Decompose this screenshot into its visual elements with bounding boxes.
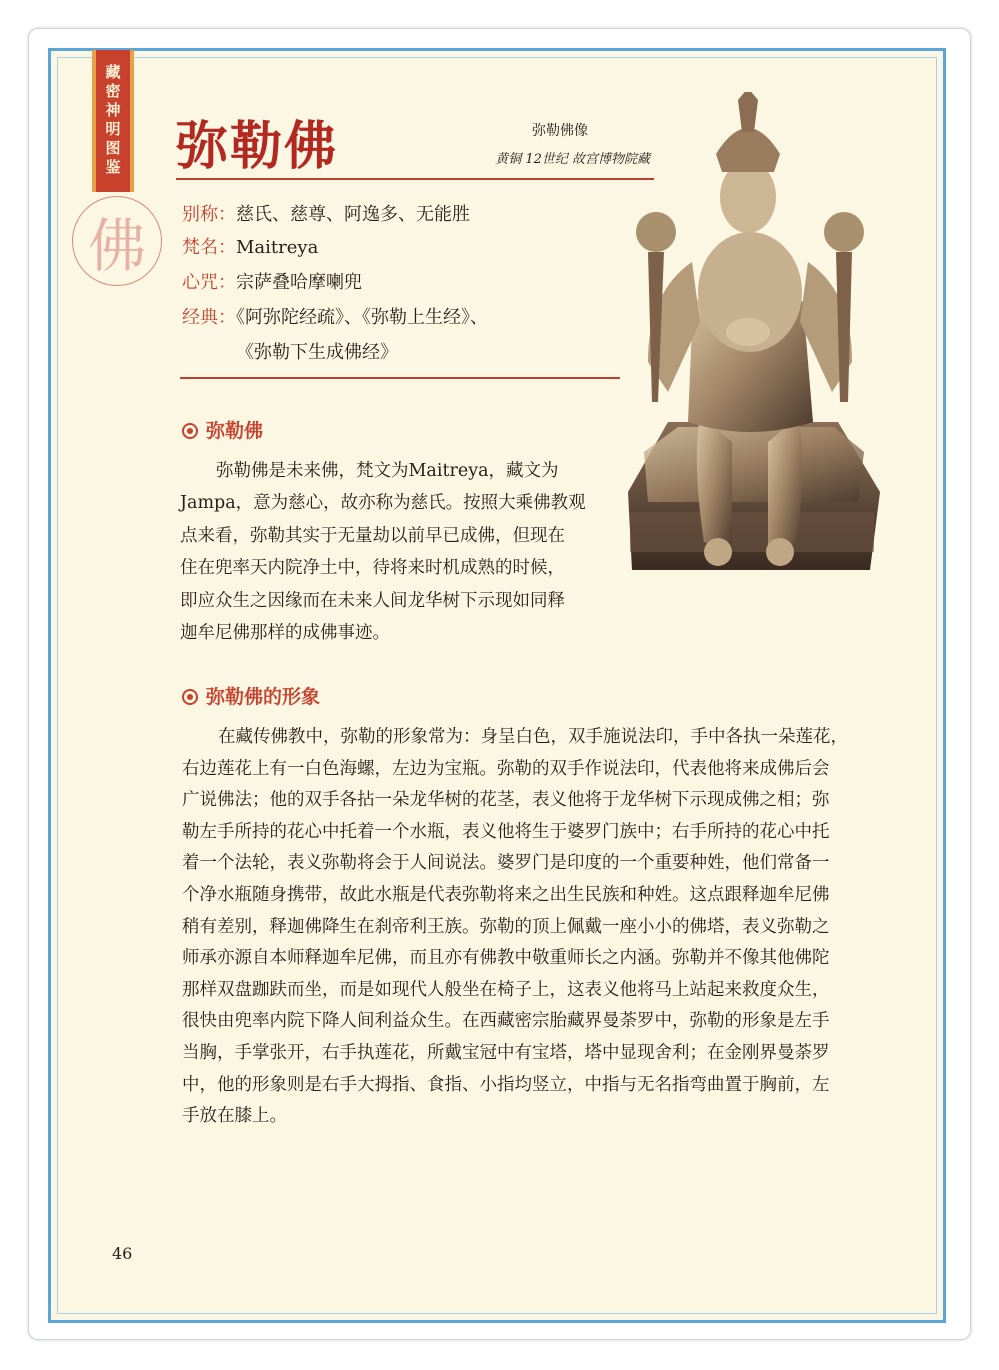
paragraph-line: 个净水瓶随身携带，故此水瓶是代表弥勒将来之出生民族和种姓。这点跟释迦牟尼佛: [182, 884, 830, 905]
bullseye-icon: [182, 689, 198, 705]
info-value: Maitreya: [236, 237, 319, 258]
info-row-alias: [182, 200, 470, 226]
info-label: 经典：: [182, 307, 236, 328]
paragraph-line: 右边莲花上有一白色海螺，左边为宝瓶。弥勒的双手作说法印，代表他将来成佛后会: [182, 758, 830, 779]
paragraph-line: 手放在膝上。: [182, 1106, 287, 1127]
image-caption-title: 弥勒佛像: [532, 123, 588, 139]
paragraph-line: 当胸，手掌张开，右手执莲花，所戴宝冠中有宝塔，塔中显现舍利；在金刚界曼荼罗: [182, 1042, 830, 1063]
page-number: 46: [112, 1244, 133, 1263]
page-title: 弥勒佛: [176, 116, 339, 177]
section-1-paragraph: [180, 455, 586, 649]
info-label: 心咒：: [182, 272, 236, 293]
section-heading-1: [182, 416, 263, 443]
seal-stamp: [72, 196, 162, 286]
info-label: 别称：: [182, 204, 236, 225]
paragraph-line: 迦牟尼佛那样的成佛事迹。: [180, 622, 390, 643]
info-row-mantra: [182, 268, 362, 294]
series-tab: [92, 50, 134, 192]
paragraph-line: 中，他的形象则是右手大拇指、食指、小指均竖立，中指与无名指弯曲置于胸前，左: [182, 1074, 830, 1095]
series-label: 藏密神明图鉴: [103, 64, 122, 178]
paragraph-line: 师承亦源自本师释迦牟尼佛，而且亦有佛教中敬重师长之内涵。弥勒并不像其他佛陀: [182, 948, 830, 969]
section-heading-2: [182, 682, 320, 709]
image-caption-subtitle: 黄铜 12世纪 故宫博物院藏: [495, 152, 650, 167]
info-row-scripture-cont: [236, 338, 398, 364]
info-value: 《阿弥陀经疏》、《弥勒上生经》、: [236, 307, 488, 328]
paragraph-line: 很快由兜率内院下降人间利益众生。在西藏密宗胎藏界曼荼罗中，弥勒的形象是左手: [182, 1011, 830, 1032]
info-value: 宗萨叠哈摩喇兜: [236, 272, 362, 293]
paragraph-line: 弥勒佛是未来佛，梵文为Maitreya，藏文为: [216, 461, 559, 481]
paragraph-line: 即应众生之因缘而在未来人间龙华树下示现如同释: [180, 590, 565, 611]
seal-char: 佛: [87, 212, 146, 280]
info-label: 梵名：: [182, 237, 236, 258]
paragraph-line: 住在兜率天内院净土中，待将来时机成熟的时候，: [180, 558, 565, 579]
paragraph-line: 那样双盘跏趺而坐，而是如现代人般坐在椅子上，这表义他将马上站起来救度众生，: [182, 979, 830, 1000]
info-row-sanskrit: [182, 233, 318, 259]
info-divider: [180, 377, 620, 379]
section-heading-text: 弥勒佛的形象: [206, 686, 321, 708]
paragraph-line: 稍有差别，释迦佛降生在刹帝利王族。弥勒的顶上佩戴一座小小的佛塔，表义弥勒之: [182, 916, 830, 937]
paragraph-line: 点来看，弥勒其实于无量劫以前早已成佛，但现在: [180, 525, 565, 546]
paragraph-line: 广说佛法；他的双手各拈一朵龙华树的花茎，表义他将于龙华树下示现成佛之相；弥: [182, 790, 830, 811]
title-divider: [176, 178, 654, 180]
maitreya-statue-image: [608, 92, 890, 582]
paragraph-line: 勒左手所持的花心中托着一个水瓶，表义他将生于婆罗门族中；右手所持的花心中托: [182, 821, 830, 842]
bullseye-icon: [182, 423, 198, 439]
section-2-paragraph: [182, 722, 848, 1133]
paragraph-line: 着一个法轮，表义弥勒将会于人间说法。婆罗门是印度的一个重要种姓，他们常备一: [182, 853, 830, 874]
paragraph-line: 在藏传佛教中，弥勒的形象常为：身呈白色，双手施说法印，手中各执一朵莲花，: [218, 727, 848, 747]
section-heading-text: 弥勒佛: [206, 420, 264, 442]
info-row-scripture: [182, 303, 488, 329]
paragraph-line: Jampa，意为慈心，故亦称为慈氏。按照大乘佛教观: [180, 493, 586, 514]
info-value: 《弥勒下生成佛经》: [236, 342, 398, 363]
info-value: 慈氏、慈尊、阿逸多、无能胜: [236, 204, 470, 225]
